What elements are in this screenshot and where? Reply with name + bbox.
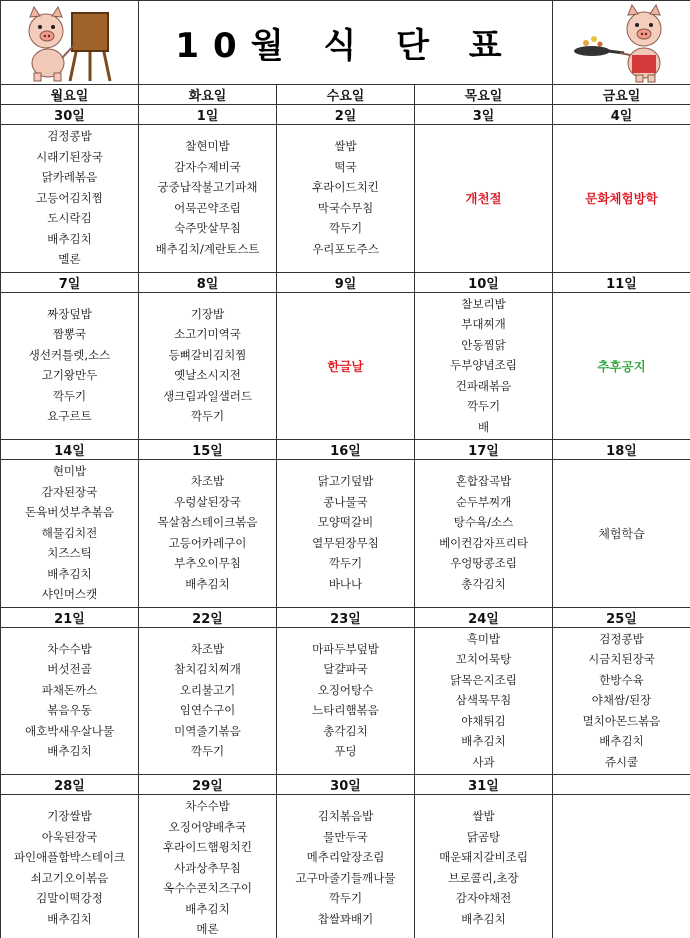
menu-item: 막국수무침	[317, 200, 374, 215]
menu-item: 쌀밥	[472, 809, 495, 824]
menu-item: 차수수밥	[47, 641, 92, 656]
menu-item-list	[139, 303, 276, 429]
menu-item-list	[139, 638, 276, 764]
menu-item: 고등어카레구이	[168, 535, 247, 550]
title-row	[1, 1, 690, 85]
menu-item: 어묵곤약조림	[174, 200, 241, 215]
menu-item: 야채쌈/된장	[591, 693, 652, 707]
menu-item: 배추김치	[461, 734, 506, 748]
menu-item: 닭곰탕	[466, 829, 501, 844]
menu-item: 사과	[472, 754, 495, 769]
menu-item-list	[277, 354, 414, 378]
menu-item: 생선커틀렛,소스	[28, 347, 111, 362]
menu-item: 짜장덮밥	[47, 306, 92, 321]
menu-row	[1, 292, 690, 440]
date-cell: 10일	[415, 272, 553, 292]
day-menu-cell	[553, 627, 690, 775]
day-menu-cell	[1, 292, 139, 440]
menu-item: 배추김치	[185, 576, 230, 591]
menu-item-list	[139, 135, 276, 261]
menu-item: 파채돈까스	[41, 682, 98, 697]
menu-item: 베이컨감자프리타	[439, 535, 528, 550]
menu-item: 부대찌개	[461, 317, 506, 331]
menu-item: 사과상추무침	[174, 860, 241, 875]
menu-item-list	[415, 186, 552, 210]
menu-item-list	[415, 628, 552, 775]
menu-item: 꼬치어묵탕	[455, 652, 512, 666]
menu-item: 시래기된장국	[36, 149, 103, 164]
menu-item: 멸치아몬드볶음	[582, 713, 661, 728]
menu-item: 메론	[196, 922, 219, 936]
menu-item: 깍두기	[328, 556, 363, 571]
menu-item: 고구마줄기들깨나물	[295, 870, 396, 885]
date-row	[1, 607, 690, 627]
menu-item: 깍두기	[52, 388, 87, 403]
day-menu-cell	[139, 125, 277, 273]
date-cell: 18일	[553, 440, 690, 460]
date-row	[1, 272, 690, 292]
menu-item: 배추김치	[47, 231, 92, 246]
menu-item: 배추김치	[185, 901, 230, 916]
menu-item: 한방수육	[599, 672, 644, 687]
menu-item: 두부양념조림	[450, 358, 517, 372]
menu-item: 오징어양배추국	[168, 819, 247, 834]
day-menu-cell	[139, 460, 277, 608]
menu-item: 치즈스틱	[47, 546, 92, 560]
day-menu-cell	[415, 460, 553, 608]
date-cell: 31일	[415, 775, 553, 795]
menu-item: 오리불고기	[179, 682, 236, 697]
day-menu-cell	[553, 795, 690, 938]
day-menu-cell	[553, 125, 690, 273]
menu-item: 검정콩밥	[47, 129, 92, 143]
menu-item: 푸딩	[334, 744, 357, 759]
menu-item: 고등어김치찜	[36, 190, 103, 205]
date-cell: 16일	[277, 440, 415, 460]
menu-item: 깍두기	[328, 891, 363, 906]
page-title: 10월 식 단 표	[175, 26, 516, 66]
menu-item: 소고기미역국	[174, 327, 241, 342]
menu-item: 참치김치찌개	[174, 662, 241, 677]
menu-item: 배추김치	[461, 911, 506, 926]
date-cell	[553, 775, 690, 795]
menu-item-list	[415, 805, 552, 931]
menu-item: 깍두기	[190, 744, 225, 759]
menu-item: 브로콜리,초장	[448, 870, 519, 885]
menu-item: 물만두국	[323, 829, 368, 844]
menu-item: 숙주맛살무침	[174, 221, 241, 236]
menu-row	[1, 125, 690, 273]
day-menu-cell	[1, 125, 139, 273]
menu-item: 등뼈갈비김치찜	[168, 347, 247, 362]
menu-item: 생크림과일샐러드	[163, 388, 252, 403]
menu-item: 차수수밥	[185, 799, 230, 813]
pig-painter-icon	[10, 3, 130, 83]
menu-item: 옥수수콘치즈구이	[163, 881, 252, 895]
menu-item: 현미밥	[52, 464, 87, 478]
date-cell: 15일	[139, 440, 277, 460]
day-menu-cell	[415, 627, 553, 775]
menu-item: 해물김치전	[41, 525, 98, 540]
day-menu-cell	[1, 627, 139, 775]
menu-item-list	[553, 628, 690, 775]
day-event-label: 문화체험방학	[585, 191, 658, 207]
menu-item: 배추김치	[599, 734, 644, 748]
menu-item-list	[553, 522, 690, 545]
menu-item: 야채튀김	[461, 713, 506, 728]
menu-item: 콩나물국	[323, 494, 368, 509]
menu-item: 메추리알장조림	[306, 850, 385, 865]
menu-item: 애호박새우살나물	[25, 723, 114, 738]
menu-item: 혼합잡곡밥	[455, 474, 512, 489]
menu-item: 파인애플함박스테이크	[13, 850, 126, 865]
menu-item: 우엉땅콩조림	[450, 556, 517, 571]
menu-item: 모양떡갈비	[317, 515, 374, 530]
day-menu-cell	[415, 125, 553, 273]
menu-item: 바나나	[328, 576, 363, 591]
menu-row	[1, 460, 690, 608]
menu-item: 감자야채전	[455, 891, 512, 906]
menu-item: 시금치된장국	[588, 652, 655, 666]
date-cell: 2일	[277, 105, 415, 125]
menu-item: 짬뽕국	[52, 327, 87, 342]
date-cell: 22일	[139, 607, 277, 627]
pig-cook-icon	[562, 3, 682, 83]
menu-item: 찰보리밥	[461, 296, 506, 311]
menu-item: 쥬시쿨	[604, 754, 639, 769]
menu-item: 열무된장무침	[312, 535, 379, 550]
menu-item-list	[277, 805, 414, 931]
weekday-thursday: 목요일	[415, 85, 553, 105]
menu-item: 달걀파국	[323, 662, 368, 677]
day-menu-cell	[277, 795, 415, 938]
menu-item: 아욱된장국	[41, 829, 98, 844]
day-menu-cell	[415, 292, 553, 440]
date-cell: 4일	[553, 105, 690, 125]
date-cell: 11일	[553, 272, 690, 292]
menu-item: 쇠고기오이볶음	[30, 870, 109, 885]
menu-item: 부추오이무침	[174, 556, 241, 571]
menu-item-list	[277, 638, 414, 764]
menu-item-list	[1, 460, 138, 607]
menu-item: 돈육버섯부추볶음	[25, 505, 114, 519]
day-event-label: 추후공지	[597, 358, 646, 374]
menu-item-list	[415, 470, 552, 596]
menu-item-list	[1, 805, 138, 931]
day-menu-cell	[553, 460, 690, 608]
day-menu-cell	[553, 292, 690, 440]
menu-item: 샤인머스캣	[41, 587, 98, 601]
menu-item: 총각김치	[461, 576, 506, 591]
menu-item: 후라이드햄윙치킨	[163, 840, 252, 854]
menu-item: 차조밥	[190, 641, 225, 656]
date-cell: 9일	[277, 272, 415, 292]
menu-item: 오징어탕수	[317, 682, 374, 697]
menu-item: 닭카레볶음	[41, 170, 98, 184]
menu-item: 기장밥	[190, 306, 225, 321]
menu-item-list	[1, 303, 138, 429]
menu-item: 볶음우동	[47, 703, 92, 718]
menu-item: 배추김치	[47, 566, 92, 581]
pig-cook-illustration	[553, 1, 690, 85]
weekday-monday: 월요일	[1, 85, 139, 105]
day-menu-cell	[415, 795, 553, 938]
menu-item: 안동찜닭	[461, 337, 506, 352]
date-cell: 24일	[415, 607, 553, 627]
menu-item: 후라이드치킨	[312, 180, 379, 195]
menu-item-list	[553, 865, 690, 871]
menu-item: 깍두기	[328, 221, 363, 236]
menu-item: 멜론	[58, 252, 81, 266]
menu-item: 궁중납작불고기파채	[157, 180, 258, 195]
menu-item: 찰현미밥	[185, 139, 230, 154]
menu-item: 김치볶음밥	[317, 809, 374, 824]
date-cell: 29일	[139, 775, 277, 795]
day-menu-cell	[1, 795, 139, 938]
menu-item-list	[1, 125, 138, 272]
day-menu-cell	[1, 460, 139, 608]
date-cell: 17일	[415, 440, 553, 460]
date-cell: 3일	[415, 105, 553, 125]
day-event-label: 개천절	[465, 191, 502, 207]
weekday-header-row	[1, 85, 690, 105]
menu-item: 닭고기덮밥	[317, 474, 374, 489]
menu-item: 떡국	[334, 159, 357, 174]
menu-item-list	[553, 354, 690, 378]
menu-item: 건파래볶음	[455, 378, 512, 393]
menu-row	[1, 627, 690, 775]
date-row	[1, 775, 690, 795]
weekday-wednesday: 수요일	[277, 85, 415, 105]
day-menu-cell	[277, 460, 415, 608]
menu-item: 배	[477, 419, 490, 434]
menu-item: 배추김치	[47, 911, 92, 926]
day-event-label: 체험학습	[598, 526, 645, 541]
menu-item-list	[277, 135, 414, 261]
weekday-friday: 금요일	[553, 85, 690, 105]
menu-item: 미역줄기볶음	[174, 723, 241, 738]
day-menu-cell	[277, 125, 415, 273]
menu-item-list	[415, 293, 552, 440]
menu-item: 깍두기	[190, 409, 225, 424]
menu-item: 매운돼지갈비조림	[439, 850, 528, 865]
date-cell: 7일	[1, 272, 139, 292]
menu-item-list	[553, 186, 690, 210]
date-cell: 23일	[277, 607, 415, 627]
menu-item: 깍두기	[466, 399, 501, 413]
menu-item-list	[139, 795, 276, 938]
menu-item: 삼색묵무침	[455, 693, 512, 707]
menu-item: 마파두부덮밥	[312, 641, 379, 656]
date-row	[1, 440, 690, 460]
date-row	[1, 105, 690, 125]
day-menu-cell	[277, 627, 415, 775]
menu-item: 쌀밥	[334, 139, 357, 154]
day-menu-cell	[139, 795, 277, 938]
menu-item: 배추김치/계란토스트	[155, 241, 260, 256]
date-cell: 1일	[139, 105, 277, 125]
menu-item: 배추김치	[47, 744, 92, 759]
menu-item: 닭목은지조림	[450, 672, 517, 687]
page-title-cell	[139, 1, 553, 85]
menu-item: 목살참스테이크볶음	[157, 515, 258, 530]
menu-item: 임연수구이	[179, 703, 236, 718]
menu-row	[1, 795, 690, 938]
menu-item: 탕수육/소스	[453, 515, 514, 530]
date-cell: 30일	[277, 775, 415, 795]
weekday-tuesday: 화요일	[139, 85, 277, 105]
date-cell: 14일	[1, 440, 139, 460]
menu-item-list	[277, 470, 414, 596]
menu-item: 총각김치	[323, 723, 368, 738]
day-event-label: 한글날	[327, 358, 364, 374]
menu-item: 우렁살된장국	[174, 494, 241, 509]
menu-item: 요구르트	[47, 409, 92, 424]
menu-item: 옛날소시지전	[174, 368, 241, 383]
menu-item: 검정콩밥	[599, 631, 644, 646]
day-menu-cell	[277, 292, 415, 440]
date-cell: 28일	[1, 775, 139, 795]
menu-item: 흑미밥	[466, 631, 501, 646]
menu-item: 고기왕만두	[41, 368, 98, 383]
menu-item: 김말이떡강정	[36, 891, 103, 906]
menu-item-list	[1, 638, 138, 764]
menu-item: 버섯전골	[47, 662, 92, 677]
date-cell: 21일	[1, 607, 139, 627]
pig-painter-illustration	[1, 1, 139, 85]
menu-item: 순두부찌개	[455, 494, 512, 509]
date-cell: 30일	[1, 105, 139, 125]
menu-item: 감자된장국	[41, 484, 98, 499]
menu-item: 찹쌀꽈배기	[317, 911, 374, 926]
date-cell: 25일	[553, 607, 690, 627]
menu-item: 우리포도주스	[312, 241, 379, 256]
menu-item-list	[139, 470, 276, 596]
date-cell: 8일	[139, 272, 277, 292]
menu-item: 감자수제비국	[174, 159, 241, 174]
menu-item: 차조밥	[190, 474, 225, 489]
menu-item: 도시락김	[47, 211, 92, 225]
menu-item: 기장쌀밥	[47, 809, 92, 824]
day-menu-cell	[139, 627, 277, 775]
menu-item: 느타리햄볶음	[312, 703, 379, 718]
day-menu-cell	[139, 292, 277, 440]
